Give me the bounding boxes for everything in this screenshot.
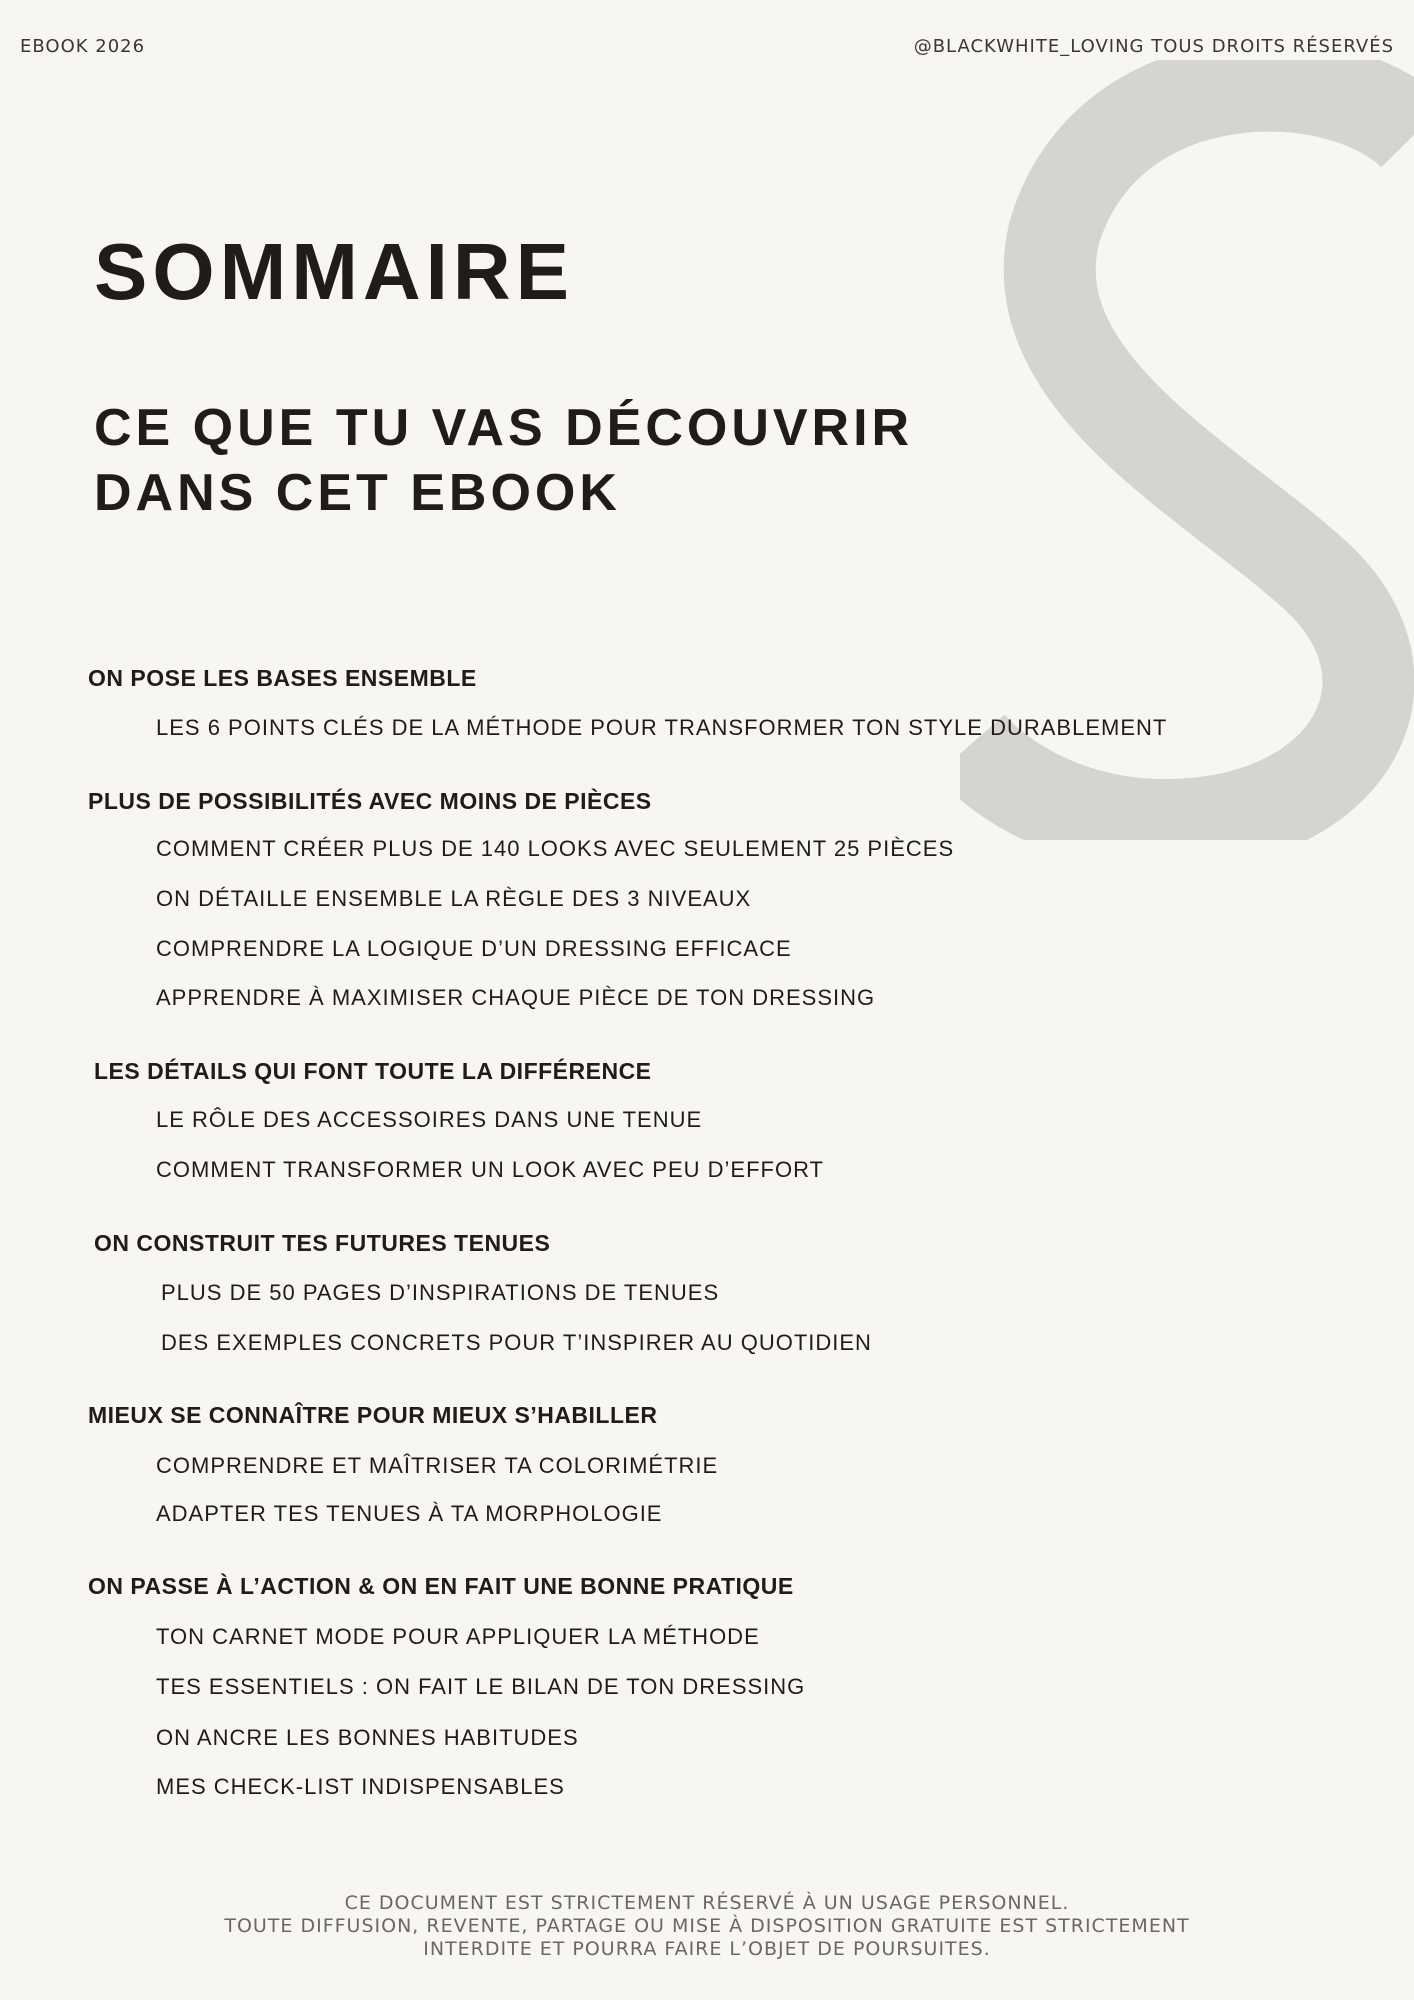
section-item: ON ANCRE LES BONNES HABITUDES bbox=[156, 1725, 579, 1750]
section-item: COMMENT CRÉER PLUS DE 140 LOOKS AVEC SEULEMENT 25 PIÈCES bbox=[156, 836, 955, 861]
section-heading: PLUS DE POSSIBILITÉS AVEC MOINS DE PIÈCES bbox=[88, 788, 652, 814]
subtitle-line-2: DANS CET EBOOK bbox=[94, 464, 621, 522]
legal-notice bbox=[0, 1892, 1414, 1961]
section-item: COMPRENDRE ET MAÎTRISER TA COLORIMÉTRIE bbox=[156, 1453, 719, 1478]
legal-line-3: INTERDITE ET POURRA FAIRE L’OBJET DE POURSUITES. bbox=[423, 1938, 991, 1960]
section-item: LES 6 POINTS CLÉS DE LA MÉTHODE POUR TRANSFORMER TON STYLE DURABLEMENT bbox=[156, 715, 1168, 740]
section-item: ON DÉTAILLE ENSEMBLE LA RÈGLE DES 3 NIVEAUX bbox=[156, 886, 752, 911]
section-heading: MIEUX SE CONNAÎTRE POUR MIEUX S’HABILLER bbox=[88, 1402, 658, 1428]
section-item: COMPRENDRE LA LOGIQUE D’UN DRESSING EFFICACE bbox=[156, 936, 792, 961]
section-item: ADAPTER TES TENUES À TA MORPHOLOGIE bbox=[156, 1501, 663, 1526]
section-item: DES EXEMPLES CONCRETS POUR T’INSPIRER AU QUOTIDIEN bbox=[161, 1330, 872, 1355]
section-item: TON CARNET MODE POUR APPLIQUER LA MÉTHODE bbox=[156, 1624, 760, 1649]
section-item: PLUS DE 50 PAGES D’INSPIRATIONS DE TENUES bbox=[161, 1280, 720, 1305]
legal-line-1: CE DOCUMENT EST STRICTEMENT RÉSERVÉ À UN USAGE PERSONNEL. bbox=[344, 1892, 1070, 1914]
section-item: TES ESSENTIELS : ON FAIT LE BILAN DE TON DRESSING bbox=[156, 1674, 806, 1699]
section-heading: ON PASSE À L’ACTION & ON EN FAIT UNE BONNE PRATIQUE bbox=[88, 1573, 794, 1599]
ebook-year-label: EBOOK 2026 bbox=[20, 36, 146, 57]
section-item: APPRENDRE À MAXIMISER CHAQUE PIÈCE DE TON DRESSING bbox=[156, 985, 876, 1010]
legal-line-2: TOUTE DIFFUSION, REVENTE, PARTAGE OU MISE À DISPOSITION GRATUITE EST STRICTEMENT bbox=[224, 1915, 1190, 1937]
section-item: MES CHECK-LIST INDISPENSABLES bbox=[156, 1774, 565, 1799]
section-item: COMMENT TRANSFORMER UN LOOK AVEC PEU D’EFFORT bbox=[156, 1157, 824, 1182]
subtitle-line-1: CE QUE TU VAS DÉCOUVRIR bbox=[94, 399, 914, 457]
section-heading: ON POSE LES BASES ENSEMBLE bbox=[88, 665, 477, 691]
page-title: SOMMAIRE bbox=[94, 227, 574, 316]
section-heading: ON CONSTRUIT TES FUTURES TENUES bbox=[94, 1230, 551, 1256]
copyright-handle: @BLACKWHITE_LOVING TOUS DROITS RÉSERVÉS bbox=[913, 36, 1394, 57]
section-item: LE RÔLE DES ACCESSOIRES DANS UNE TENUE bbox=[156, 1107, 703, 1132]
section-heading: LES DÉTAILS QUI FONT TOUTE LA DIFFÉRENCE bbox=[94, 1058, 652, 1084]
